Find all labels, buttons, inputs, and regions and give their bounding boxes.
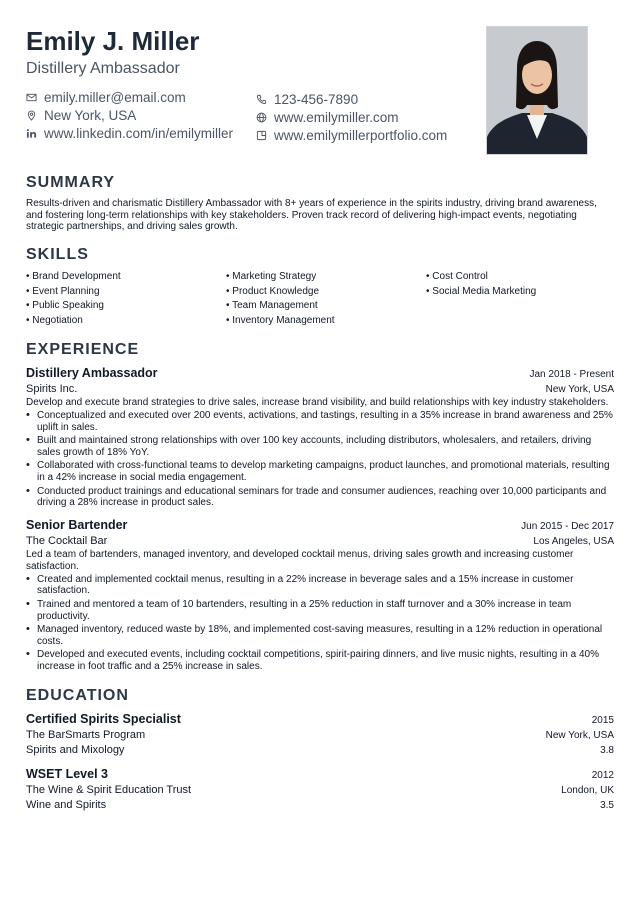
job-bullets: [26, 574, 614, 673]
education-location: New York, USA: [545, 729, 614, 741]
experience-heading: EXPERIENCE: [26, 341, 140, 359]
resume-header: [26, 26, 614, 166]
education-institution: The Wine & Spirit Education Trust: [26, 783, 192, 796]
education-title: WSET Level 3: [26, 766, 108, 781]
experience-section: [26, 340, 614, 673]
contact-location: [26, 106, 136, 124]
skill-item: • Team Management: [226, 299, 426, 314]
skill-item: • Negotiation: [26, 314, 226, 329]
education-field: Spirits and Mixology: [26, 743, 125, 756]
education-score: 3.8: [600, 744, 614, 756]
website-text: www.emilymiller.com: [274, 109, 399, 125]
education-title: Certified Spirits Specialist: [26, 711, 181, 726]
linkedin-icon: [26, 128, 37, 139]
skills-column: [426, 270, 614, 328]
job-description: Led a team of bartenders, managed inventory, and developed cocktail menus, driving sales growth and increasing customer satisfaction.: [26, 548, 574, 572]
globe-icon: [256, 112, 267, 123]
contact-email[interactable]: [26, 88, 186, 106]
job-bullets: [26, 410, 614, 509]
job-title: Senior Bartender: [26, 517, 128, 532]
skills-section: [26, 245, 614, 328]
skill-item: • Inventory Management: [226, 314, 426, 329]
skills-column: [226, 270, 426, 328]
job-description: Develop and execute brand strategies to drive sales, increase brand visibility, and build relationships with key industry stakeholders.: [26, 397, 609, 409]
job-company: Spirits Inc.: [26, 383, 78, 396]
job-location: Los Angeles, USA: [533, 535, 614, 547]
contact-phone[interactable]: [256, 90, 358, 108]
job-date: Jan 2018 - Present: [529, 369, 614, 381]
job-bullet: • Collaborated with cross-functional teams to develop marketing campaigns, product launches, and promotional materials, resulting in a 42% increase in social media engagement.: [37, 460, 614, 483]
education-institution: The BarSmarts Program: [26, 728, 146, 741]
job-bullet: • Built and maintained strong relationships with over 100 key accounts, including distributors, wholesalers, and retailers, driving sales growth of 18% YoY.: [37, 435, 614, 458]
skill-item: • Public Speaking: [26, 299, 226, 314]
skills-grid: [26, 270, 614, 328]
skills-heading: SKILLS: [26, 246, 89, 264]
job-location: New York, USA: [545, 384, 614, 396]
job-bullet: • Managed inventory, reduced waste by 18%, and implemented cost-saving measures, resulting in a 12% reduction in operational costs.: [37, 624, 614, 647]
location-text: New York, USA: [44, 107, 137, 123]
job-bullet: • Created and implemented cocktail menus, resulting in a 22% increase in beverage sales and a 15% increase in customer satisfaction.: [37, 574, 614, 597]
education-score: 3.5: [600, 799, 614, 811]
skill-item: • Brand Development: [26, 270, 226, 285]
contact-website[interactable]: [256, 108, 399, 126]
job-bullet: • Conducted product trainings and educational seminars for trade and consumer audiences, reaching over 10,000 participants and driving a 28% increase in product sales.: [37, 486, 614, 509]
education-entry: [26, 767, 614, 811]
skills-column: [26, 270, 226, 328]
education-year: 2015: [591, 714, 614, 726]
summary-heading: SUMMARY: [26, 174, 116, 191]
job-entry: [26, 518, 614, 673]
job-bullet: • Trained and mentored a team of 10 bartenders, resulting in a 25% reduction in staff turnover and a 30% increase in team productivity.: [37, 599, 614, 622]
education-section: [26, 686, 614, 811]
job-title: Distillery Ambassador: [26, 366, 158, 381]
contact-linkedin[interactable]: [26, 124, 233, 142]
phone-icon: [256, 94, 267, 105]
mail-icon: [26, 92, 37, 103]
summary-text: Results-driven and charismatic Distillery Ambassador with 8+ years of experience in the spirits industry, driving brand awareness, and fostering long-term relationships with key stakeholders. Proven track record of delivering high-impact events, negotiating strategic partnerships, and driving sales growth.: [26, 198, 597, 233]
phone-text: 123-456-7890: [274, 91, 359, 107]
job-date: Jun 2015 - Dec 2017: [521, 520, 614, 532]
job-bullet: • Developed and executed events, including cocktail competitions, spirit-pairing dinners, and live music nights, resulting in a 40% increase in foot traffic and a 25% increase in sales.: [37, 649, 614, 672]
portfolio-text: www.emilymillerportfolio.com: [274, 127, 448, 143]
skill-item: • Social Media Marketing: [426, 285, 614, 300]
location-icon: [26, 110, 37, 121]
linkedin-text: www.linkedin.com/in/emilymiller: [44, 125, 234, 141]
skill-item: • Event Planning: [26, 285, 226, 300]
skill-item: • Cost Control: [426, 270, 614, 285]
skill-item: • Marketing Strategy: [226, 270, 426, 285]
job-company: The Cocktail Bar: [26, 534, 108, 547]
summary-section: [26, 173, 614, 233]
contact-portfolio[interactable]: [256, 126, 447, 144]
skill-item: • Product Knowledge: [226, 285, 426, 300]
education-year: 2012: [591, 769, 614, 781]
candidate-name: Emily J. Miller: [26, 26, 200, 56]
education-heading: EDUCATION: [26, 686, 129, 704]
education-location: London, UK: [561, 784, 614, 796]
candidate-title: Distillery Ambassador: [26, 60, 180, 77]
portfolio-icon: [256, 130, 267, 141]
education-entry: [26, 712, 614, 756]
job-entry: [26, 366, 614, 509]
education-field: Wine and Spirits: [26, 798, 107, 811]
job-bullet: • Conceptualized and executed over 200 events, activations, and tastings, resulting in a 35% increase in brand awareness and 25% uplift in sales.: [37, 410, 614, 433]
profile-photo: [486, 26, 588, 155]
email-text: emily.miller@email.com: [44, 89, 186, 105]
